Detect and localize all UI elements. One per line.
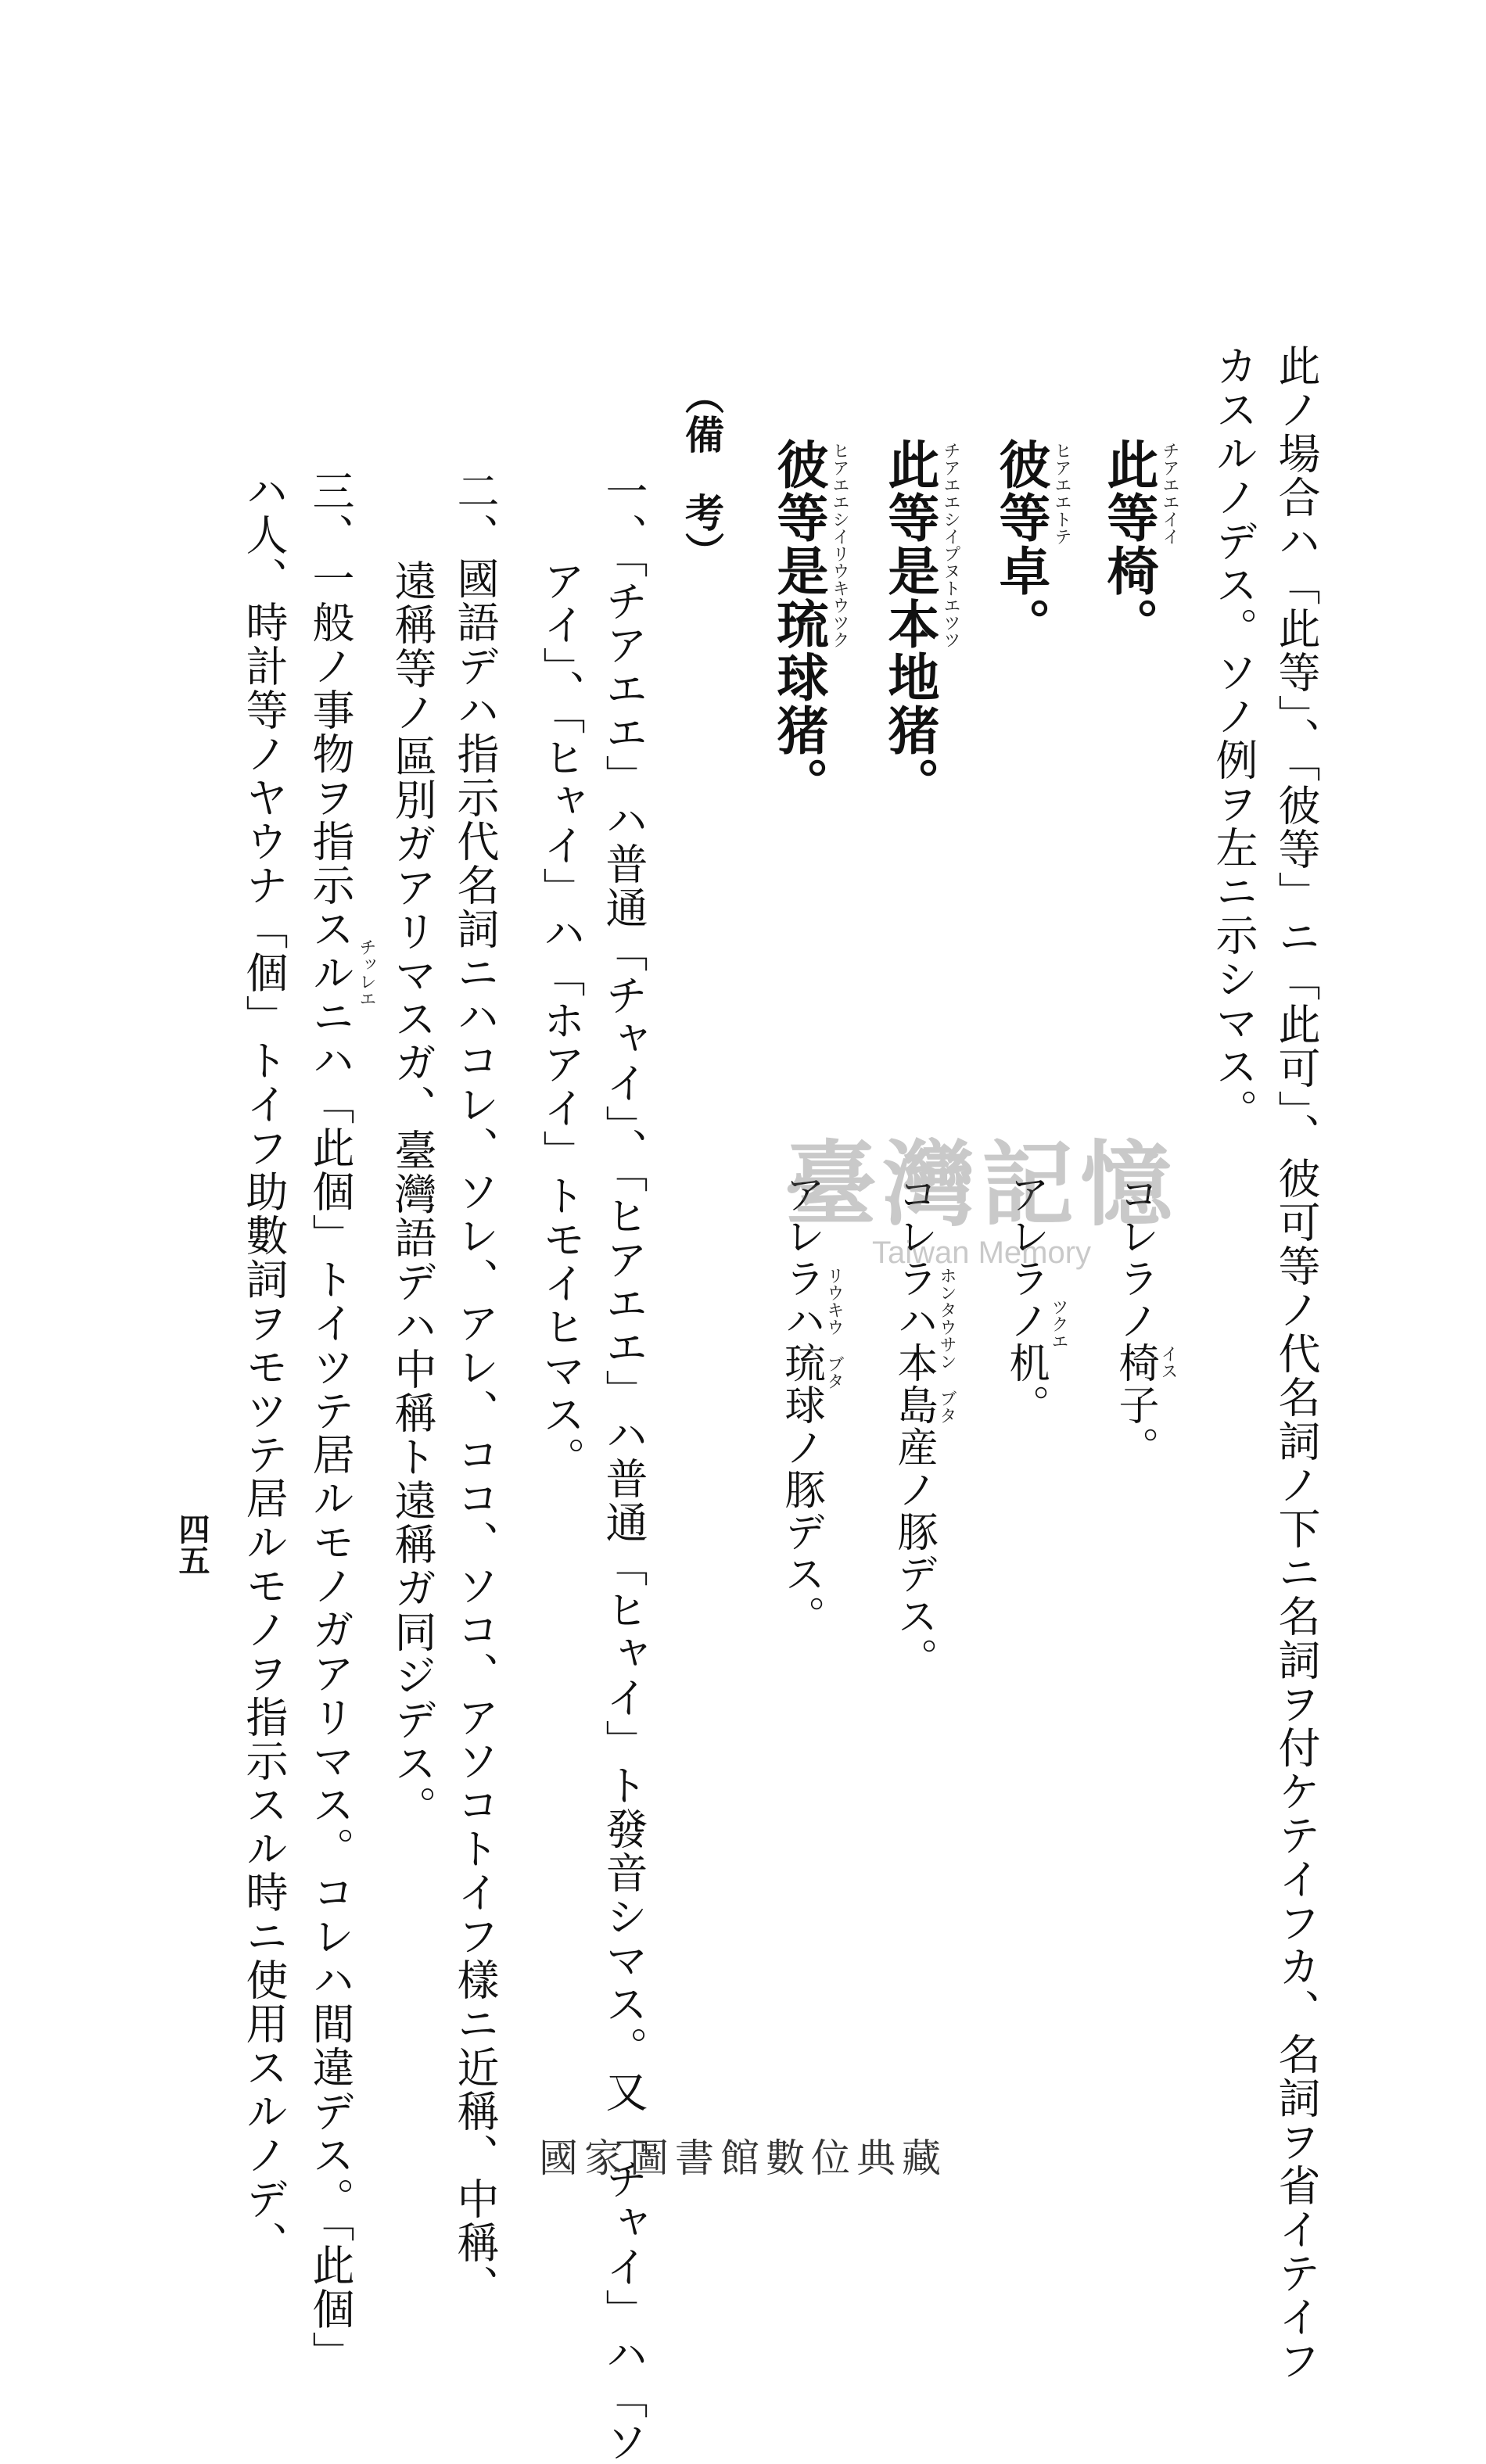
note-3-line-1: 三、一般ノ事物ヲ指示スルニハ「此個」トイツテ居ルモノガアリマス。コレハ間違デス。「此個」 (306, 469, 355, 2375)
example-2-translation-reading: ツクエ (1049, 1298, 1068, 1350)
note-1-line-2: アイ」、「ヒャイ」ハ「ホアイ」トモイヒマス。 (537, 559, 586, 1480)
example-1-taiwanese: 此等椅。 (1098, 438, 1159, 651)
note-2-line-2: 遠稱等ノ區別ガアリマスガ、臺灣語デハ中稱ト遠稱ガ同ジデス。 (388, 559, 437, 1829)
example-4-taiwanese: 彼等是琉球猪。 (768, 438, 829, 810)
example-4-reading: ヒアエエシイリウキウツク (830, 442, 849, 648)
example-4-translation-reading: リウキウ ブタ (824, 1267, 844, 1390)
example-4-translation: アレラハ琉球ノ豚デス。 (777, 1173, 824, 1637)
intro-line-1: 此ノ場合ハ「此等」、「彼等」ニ「此可」、彼可等ノ代名詞ノ下ニ名詞ヲ付ケテイフカ、名詞ヲ省イテイフ (1272, 344, 1321, 2383)
page-number: 四五 (174, 1513, 210, 1576)
example-1-reading: チアエエイイ (1160, 442, 1179, 545)
example-1-translation-reading: イス (1158, 1345, 1178, 1379)
note-3-line-2: ハ人、時計等ノヤウナ「個」トイフ助數詞ヲモツテ居ルモノヲ指示スル時ニ使用スルノデ、 (239, 469, 289, 2265)
note-1-line-1: 一、「チアエエ」ハ普通「チャイ」、「ヒアエエ」ハ普通「ヒャイ」ト發音シマス。又「チャイ」ハ「ソ (599, 469, 648, 2464)
note-3-reading: チッレエ (357, 938, 376, 1007)
watermark-main: 臺灣記憶 (784, 1130, 1179, 1239)
example-2-reading: ヒアエエトテ (1052, 442, 1071, 545)
note-2-line-1: 二、國語デハ指示代名詞ニハコレ、ソレ、アレ、ココ、ソコ、アソコトイフ樣ニ近稱、中稱、 (450, 469, 500, 2308)
notes-heading: （備 考） (679, 375, 725, 571)
example-2-translation: アレラノ机。 (1002, 1173, 1049, 1426)
example-3-taiwanese: 此等是本地猪。 (879, 438, 940, 810)
watermark (747, 1110, 1216, 1271)
footer-archive-label: 國家圖書館數位典藏 (539, 2136, 947, 2181)
watermark-sub: Taiwan Memory (871, 1236, 1092, 1270)
intro-line-2: カスルノデス。ソノ例ヲ左ニ示シマス。 (1209, 344, 1258, 1132)
example-3-reading: チアエエシイプヌトエツツ (941, 442, 960, 648)
example-1-translation: コレラノ椅子。 (1111, 1173, 1158, 1469)
example-3-translation-reading: ホンタウサン ブタ (937, 1267, 957, 1424)
example-2-taiwanese: 彼等卓。 (990, 438, 1051, 651)
example-3-translation: コレラハ本島産ノ豚デス。 (890, 1173, 937, 1680)
